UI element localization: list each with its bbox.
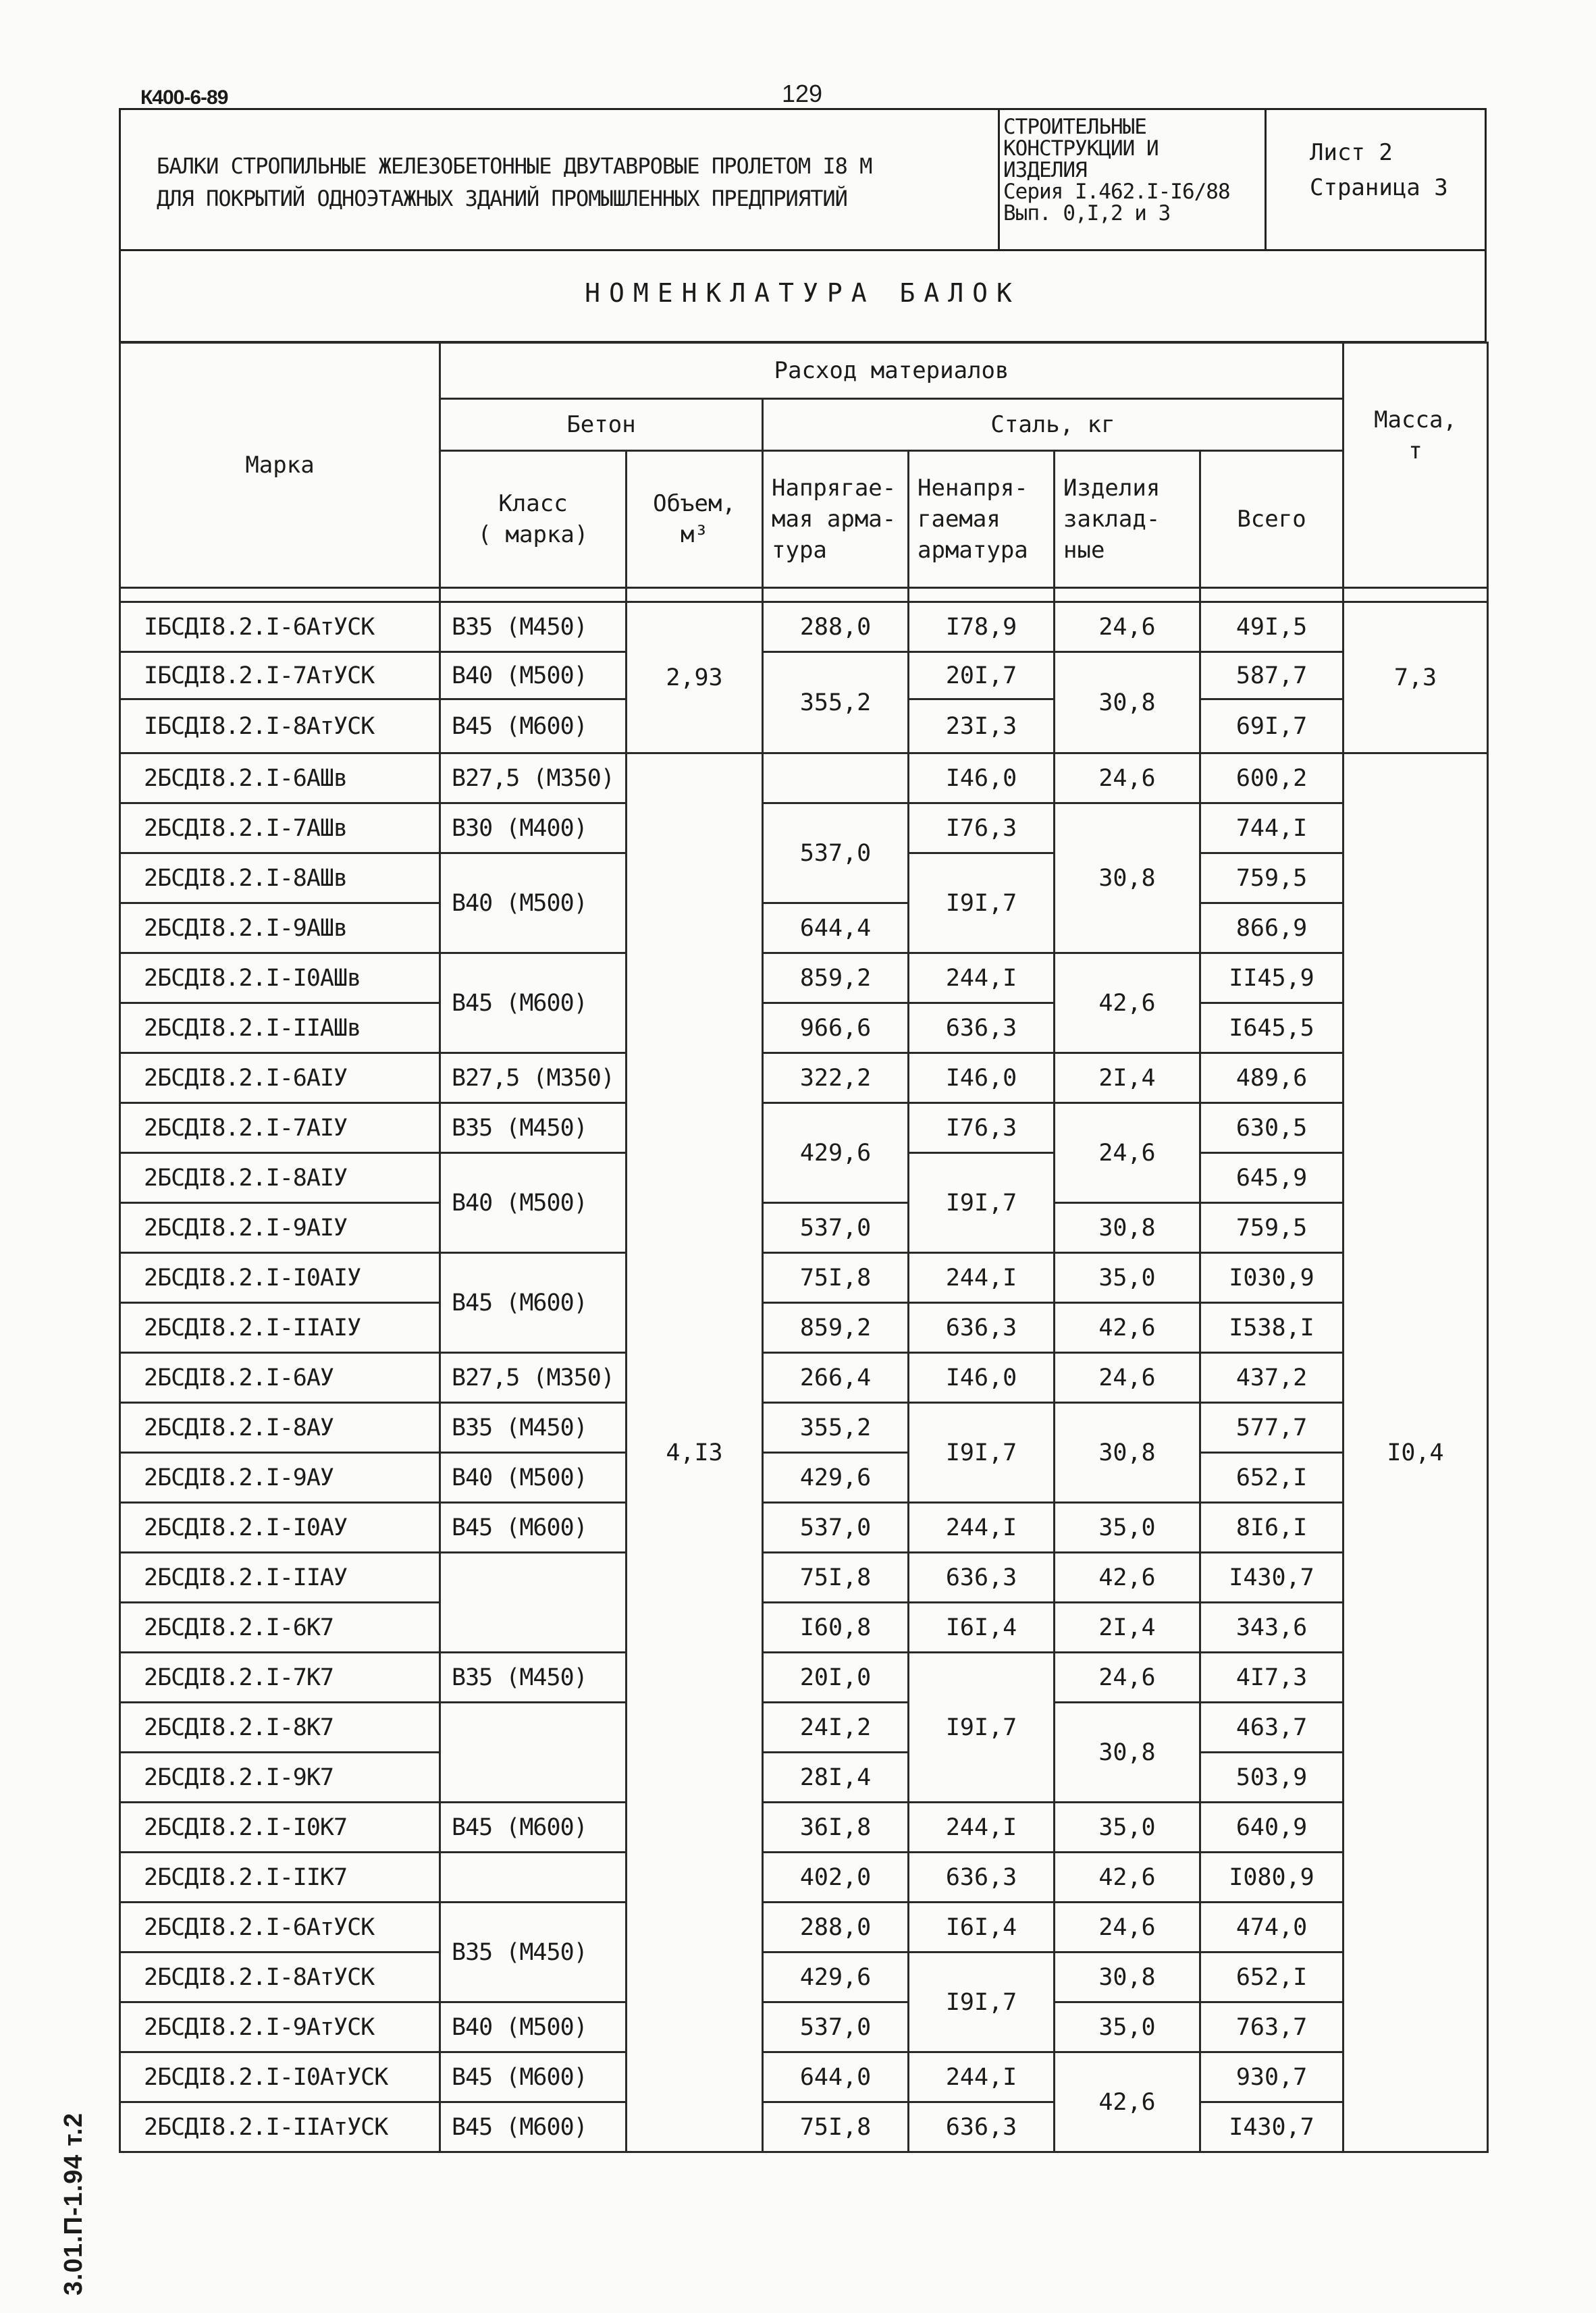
total-steel: 503,9 (1200, 1753, 1344, 1803)
nomenclature-table (119, 342, 1489, 2153)
concrete-class: В35 (М450) (440, 602, 627, 652)
col-volume-header: Объем, м³ (627, 451, 763, 588)
nonprestressed-steel: I9I,7 (909, 1653, 1055, 1803)
prestressed-steel: 355,2 (763, 1403, 909, 1453)
concrete-class (440, 1703, 627, 1803)
beam-mark: 2БСДI8.2.I-6АтУСК (120, 1903, 440, 1952)
embedded-items: 30,8 (1055, 1403, 1200, 1503)
beam-mark: 2БСДI8.2.I-7АШв (120, 803, 440, 853)
prestressed-steel: 28I,4 (763, 1753, 909, 1803)
concrete-class: В40 (М500) (440, 2002, 627, 2052)
series-info: СТРОИТЕЛЬНЫЕ КОНСТРУКЦИИ И ИЗДЕЛИЯ Серия I.462.I-I6/88 Вып. 0,I,2 и 3 (1003, 115, 1230, 225)
table-row (120, 1003, 1488, 1053)
beam-mark: 2БСДI8.2.I-I0АIУ (120, 1253, 440, 1303)
nonprestressed-steel: I6I,4 (909, 1903, 1055, 1952)
embedded-items: 24,6 (1055, 1653, 1200, 1703)
beam-mark: 2БСДI8.2.I-7АIУ (120, 1103, 440, 1153)
embedded-items: 24,6 (1055, 1353, 1200, 1403)
total-steel: 463,7 (1200, 1703, 1344, 1753)
nonprestressed-steel: 636,3 (909, 1303, 1055, 1353)
nonprestressed-steel: I9I,7 (909, 1952, 1055, 2052)
nonprestressed-steel: 23I,3 (909, 699, 1055, 753)
total-steel: 930,7 (1200, 2052, 1344, 2102)
table-row (120, 1803, 1488, 1853)
prestressed-steel: 75I,8 (763, 2102, 909, 2152)
nonprestressed-steel: I76,3 (909, 1103, 1055, 1153)
prestressed-steel: 537,0 (763, 1503, 909, 1553)
table-row (120, 2102, 1488, 2152)
total-steel: II45,9 (1200, 953, 1344, 1003)
col-mark-header: Марка (120, 343, 440, 588)
embedded-items: 42,6 (1055, 1553, 1200, 1603)
beam-mark: 2БСДI8.2.I-8АтУСК (120, 1952, 440, 2002)
concrete-class: В30 (М400) (440, 803, 627, 853)
prestressed-steel: 288,0 (763, 602, 909, 652)
prestressed-steel: 24I,2 (763, 1703, 909, 1753)
concrete-class: В40 (М500) (440, 1153, 627, 1253)
col-embedded-header: Изделия заклад- ные (1055, 451, 1200, 588)
total-steel: 630,5 (1200, 1103, 1344, 1153)
beam-mark: 2БСДI8.2.I-6АУ (120, 1353, 440, 1403)
nonprestressed-steel: I46,0 (909, 1053, 1055, 1103)
table-row (120, 602, 1488, 652)
embedded-items: 2I,4 (1055, 1053, 1200, 1103)
prestressed-steel: 429,6 (763, 1103, 909, 1203)
beam-mark: 2БСДI8.2.I-IIАIУ (120, 1303, 440, 1353)
total-steel: 4I7,3 (1200, 1653, 1344, 1703)
total-steel: 437,2 (1200, 1353, 1344, 1403)
beam-mark: 2БСДI8.2.I-9К7 (120, 1753, 440, 1803)
prestressed-steel: 288,0 (763, 1903, 909, 1952)
concrete-volume: 4,I3 (627, 753, 763, 2152)
embedded-items: 42,6 (1055, 2052, 1200, 2152)
beam-mark: 2БСДI8.2.I-9АIУ (120, 1203, 440, 1253)
total-steel: 866,9 (1200, 903, 1344, 953)
prestressed-steel: I60,8 (763, 1603, 909, 1653)
side-code: 3.01.П-1.94 т.2 (59, 2112, 88, 2295)
table-row (120, 953, 1488, 1003)
table-row (120, 1853, 1488, 1903)
concrete-class (440, 1553, 627, 1653)
prestressed-steel: 429,6 (763, 1952, 909, 2002)
concrete-class: В40 (М500) (440, 853, 627, 953)
prestressed-steel: 644,4 (763, 903, 909, 953)
nonprestressed-steel: 636,3 (909, 1853, 1055, 1903)
nonprestressed-steel: I78,9 (909, 602, 1055, 652)
table-row (120, 1103, 1488, 1153)
beam-mark: 2БСДI8.2.I-IIАУ (120, 1553, 440, 1603)
nonprestressed-steel: I9I,7 (909, 1153, 1055, 1253)
beam-mark: 2БСДI8.2.I-6АШв (120, 753, 440, 803)
section-title: НОМЕНКЛАТУРА БАЛОК (585, 278, 1021, 308)
table-row (120, 1653, 1488, 1703)
concrete-class: В45 (М600) (440, 1803, 627, 1853)
embedded-items: 35,0 (1055, 2002, 1200, 2052)
table-row (120, 1253, 1488, 1303)
embedded-items: 42,6 (1055, 1853, 1200, 1903)
total-steel: 489,6 (1200, 1053, 1344, 1103)
col-class-header: Класс ( марка) (440, 451, 627, 588)
beam-mark: 2БСДI8.2.I-IIАтУСК (120, 2102, 440, 2152)
nonprestressed-steel: 244,I (909, 2052, 1055, 2102)
total-steel: 587,7 (1200, 652, 1344, 699)
beam-mark: 2БСДI8.2.I-I0АШв (120, 953, 440, 1003)
prestressed-steel: 402,0 (763, 1853, 909, 1903)
nonprestressed-steel: 636,3 (909, 2102, 1055, 2152)
total-steel: 640,9 (1200, 1803, 1344, 1853)
table-row (120, 2052, 1488, 2102)
beam-mark: 2БСДI8.2.I-6АIУ (120, 1053, 440, 1103)
prestressed-steel: 966,6 (763, 1003, 909, 1053)
beam-mark: 2БСДI8.2.I-I0АтУСК (120, 2052, 440, 2102)
prestressed-steel: 537,0 (763, 1203, 909, 1253)
total-steel: 759,5 (1200, 1203, 1344, 1253)
total-steel: I080,9 (1200, 1853, 1344, 1903)
concrete-class: В40 (М500) (440, 652, 627, 699)
nonprestressed-steel: I6I,4 (909, 1603, 1055, 1653)
col-total-header: Всего (1200, 451, 1344, 588)
beam-mark: IБСДI8.2.I-8АтУСК (120, 699, 440, 753)
table-row (120, 1403, 1488, 1453)
table-row (120, 1603, 1488, 1653)
concrete-class: В27,5 (М350) (440, 753, 627, 803)
table-row (120, 1952, 1488, 2002)
beam-mark: 2БСДI8.2.I-8АУ (120, 1403, 440, 1453)
total-steel: 8I6,I (1200, 1503, 1344, 1553)
concrete-class: В35 (М450) (440, 1903, 627, 2002)
embedded-items: 42,6 (1055, 953, 1200, 1053)
prestressed-steel: 75I,8 (763, 1553, 909, 1603)
beam-mark: 2БСДI8.2.I-9АУ (120, 1453, 440, 1503)
nonprestressed-steel: I76,3 (909, 803, 1055, 853)
total-steel: I430,7 (1200, 1553, 1344, 1603)
total-steel: I430,7 (1200, 2102, 1344, 2152)
prestressed-steel: 266,4 (763, 1353, 909, 1403)
col-concrete-header: Бетон (440, 399, 763, 451)
beam-mark: 2БСДI8.2.I-9АШв (120, 903, 440, 953)
beam-mark: 2БСДI8.2.I-I0АУ (120, 1503, 440, 1553)
sheet-info: Лист 2 Страница 3 (1310, 139, 1448, 201)
concrete-class: В35 (М450) (440, 1103, 627, 1153)
embedded-items: 30,8 (1055, 1703, 1200, 1803)
nonprestressed-steel: 244,I (909, 1803, 1055, 1853)
concrete-class: В45 (М600) (440, 953, 627, 1053)
nonprestressed-steel: 244,I (909, 1503, 1055, 1553)
total-steel: I645,5 (1200, 1003, 1344, 1053)
prestressed-steel: 429,6 (763, 1453, 909, 1503)
total-steel: 652,I (1200, 1453, 1344, 1503)
nonprestressed-steel: I9I,7 (909, 853, 1055, 953)
concrete-class: В45 (М600) (440, 1253, 627, 1353)
table-row (120, 652, 1488, 699)
total-steel: 652,I (1200, 1952, 1344, 2002)
table-row (120, 1703, 1488, 1753)
prestressed-steel: 644,0 (763, 2052, 909, 2102)
concrete-class: В40 (М500) (440, 1453, 627, 1503)
embedded-items: 30,8 (1055, 652, 1200, 753)
document-code: К400-6-89 (140, 86, 228, 109)
beam-mark: 2БСДI8.2.I-9АтУСК (120, 2002, 440, 2052)
nonprestressed-steel: I9I,7 (909, 1403, 1055, 1503)
beam-mark: 2БСДI8.2.I-IIАШв (120, 1003, 440, 1053)
table-row (120, 1303, 1488, 1353)
total-steel: 49I,5 (1200, 602, 1344, 652)
total-steel: I538,I (1200, 1303, 1344, 1353)
concrete-class: В27,5 (М350) (440, 1353, 627, 1403)
nonprestressed-steel: 244,I (909, 953, 1055, 1003)
document-title: БАЛКИ СТРОПИЛЬНЫЕ ЖЕЛЕЗОБЕТОННЫЕ ДВУТАВРОВЫЕ ПРОЛЕТОМ I8 М ДЛЯ ПОКРЫТИЙ ОДНОЭТАЖНЫХ ЗДАНИЙ ПРОМЫШЛЕННЫХ ПРЕДПРИЯТИЙ (157, 153, 872, 211)
col-mass-header: Масса, т (1344, 343, 1488, 588)
prestressed-steel: 537,0 (763, 803, 909, 903)
table-row (120, 1353, 1488, 1403)
table-row (120, 803, 1488, 853)
concrete-class: В35 (М450) (440, 1403, 627, 1453)
total-steel: 744,I (1200, 803, 1344, 853)
col-prestressed-header: Напрягае- мая арма- тура (763, 451, 909, 588)
embedded-items: 24,6 (1055, 602, 1200, 652)
prestressed-steel: 537,0 (763, 2002, 909, 2052)
table-row (120, 1453, 1488, 1503)
concrete-class: В45 (М600) (440, 2102, 627, 2152)
concrete-class (440, 1853, 627, 1903)
table-row (120, 1753, 1488, 1803)
concrete-class: В45 (М600) (440, 1503, 627, 1553)
total-steel: 600,2 (1200, 753, 1344, 803)
beam-mark: 2БСДI8.2.I-8АIУ (120, 1153, 440, 1203)
total-steel: 474,0 (1200, 1903, 1344, 1952)
beam-mark: 2БСДI8.2.I-7К7 (120, 1653, 440, 1703)
prestressed-steel: 859,2 (763, 1303, 909, 1353)
beam-mark: 2БСДI8.2.I-6К7 (120, 1603, 440, 1653)
total-steel: 343,6 (1200, 1603, 1344, 1653)
concrete-class: В35 (М450) (440, 1653, 627, 1703)
beam-mass: I0,4 (1344, 753, 1488, 2152)
total-steel: 577,7 (1200, 1403, 1344, 1453)
nonprestressed-steel: 636,3 (909, 1003, 1055, 1053)
prestressed-steel: 322,2 (763, 1053, 909, 1103)
prestressed-steel: 75I,8 (763, 1253, 909, 1303)
embedded-items: 35,0 (1055, 1253, 1200, 1303)
prestressed-steel: 859,2 (763, 953, 909, 1003)
nonprestressed-steel: I46,0 (909, 1353, 1055, 1403)
table-row (120, 1503, 1488, 1553)
embedded-items: 42,6 (1055, 1303, 1200, 1353)
embedded-items: 35,0 (1055, 1503, 1200, 1553)
beam-mark: 2БСДI8.2.I-8К7 (120, 1703, 440, 1753)
prestressed-steel: 36I,8 (763, 1803, 909, 1853)
prestressed-steel (763, 753, 909, 803)
concrete-class: В45 (М600) (440, 699, 627, 753)
table-row (120, 1903, 1488, 1952)
beam-mass: 7,3 (1344, 602, 1488, 753)
table-row (120, 753, 1488, 803)
col-steel-header: Сталь, кг (763, 399, 1344, 451)
embedded-items: 35,0 (1055, 1803, 1200, 1853)
beam-mark: IБСДI8.2.I-6АтУСК (120, 602, 440, 652)
beam-mark: 2БСДI8.2.I-8АШв (120, 853, 440, 903)
beam-mark: 2БСДI8.2.I-I0К7 (120, 1803, 440, 1853)
concrete-volume: 2,93 (627, 602, 763, 753)
nonprestressed-steel: 244,I (909, 1253, 1055, 1303)
embedded-items: 24,6 (1055, 753, 1200, 803)
nonprestressed-steel: 20I,7 (909, 652, 1055, 699)
embedded-items: 24,6 (1055, 1103, 1200, 1203)
total-steel: I030,9 (1200, 1253, 1344, 1303)
beam-mark: IБСДI8.2.I-7АтУСК (120, 652, 440, 699)
table-row (120, 1553, 1488, 1603)
embedded-items: 30,8 (1055, 1203, 1200, 1253)
embedded-items: 30,8 (1055, 803, 1200, 953)
table-row (120, 1053, 1488, 1103)
col-materials-header: Расход материалов (440, 343, 1344, 399)
beam-mark: 2БСДI8.2.I-IIК7 (120, 1853, 440, 1903)
nonprestressed-steel: 636,3 (909, 1553, 1055, 1603)
table-row (120, 2002, 1488, 2052)
total-steel: 759,5 (1200, 853, 1344, 903)
nonprestressed-steel: I46,0 (909, 753, 1055, 803)
table-row (120, 1203, 1488, 1253)
concrete-class: В27,5 (М350) (440, 1053, 627, 1103)
total-steel: 69I,7 (1200, 699, 1344, 753)
embedded-items: 24,6 (1055, 1903, 1200, 1952)
prestressed-steel: 20I,0 (763, 1653, 909, 1703)
prestressed-steel: 355,2 (763, 652, 909, 753)
embedded-items: 2I,4 (1055, 1603, 1200, 1653)
concrete-class: В45 (М600) (440, 2052, 627, 2102)
embedded-items: 30,8 (1055, 1952, 1200, 2002)
page-number: 129 (782, 80, 823, 107)
total-steel: 763,7 (1200, 2002, 1344, 2052)
total-steel: 645,9 (1200, 1153, 1344, 1203)
table-row (120, 903, 1488, 953)
col-nonprestressed-header: Ненапря- гаемая арматура (909, 451, 1055, 588)
